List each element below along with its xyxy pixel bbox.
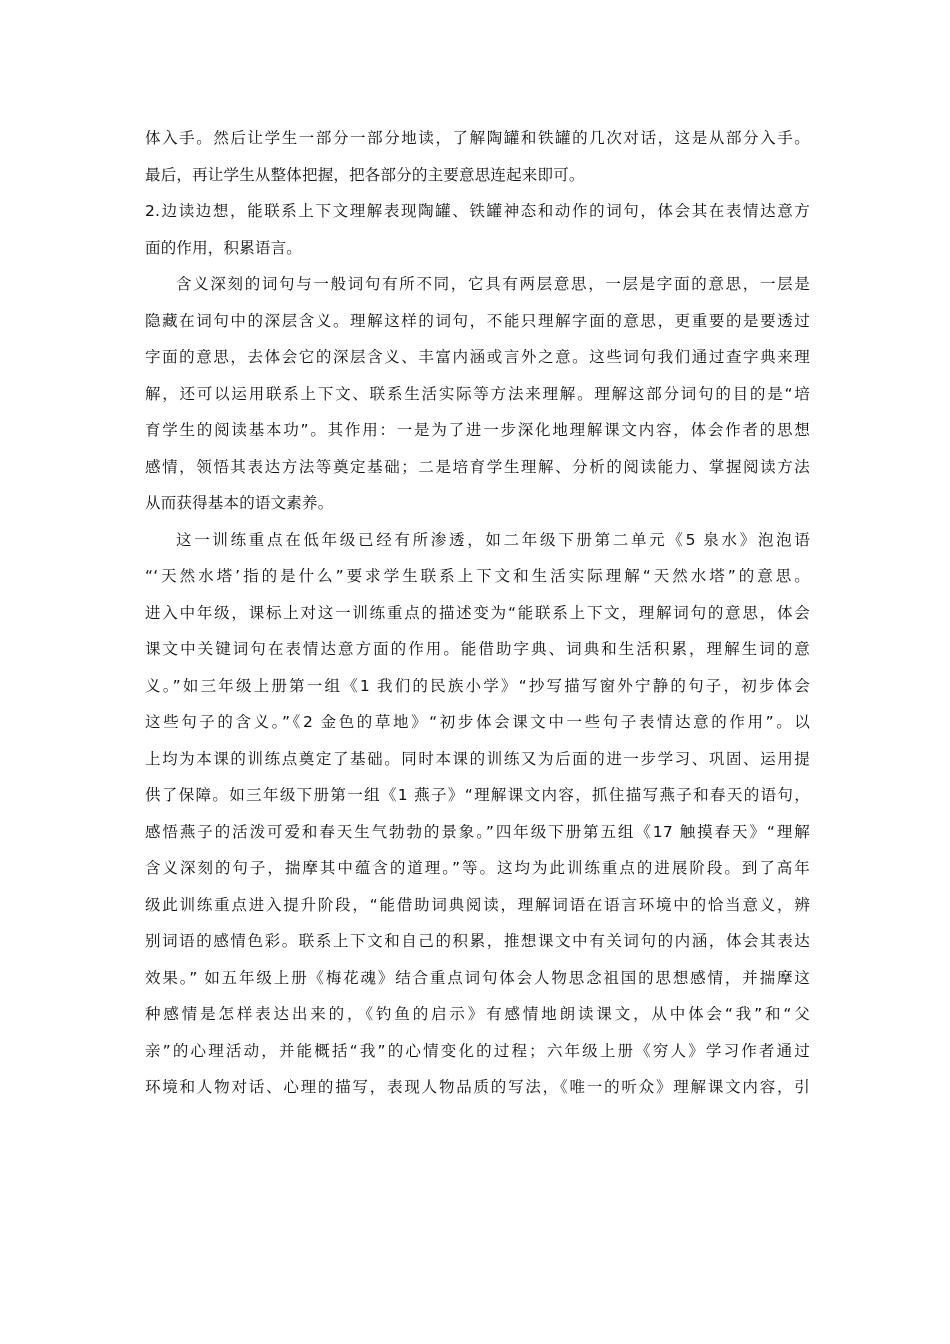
text-line: 从而获得基本的语文素养。 (145, 494, 334, 512)
text-line: 种感情是怎样表达出来的，《钓鱼的启示》有感情地朗读课文，从中体会“我”和“父 (145, 1005, 810, 1023)
text-line: 面的作用，积累语言。 (145, 238, 303, 257)
text-line: 课文中关键词句在表情达意方面的作用。能借助字典、词典和生活积累，理解生词的意 (145, 640, 810, 658)
text-line: 亲”的心理活动，并能概括“我”的心情变化的过程；六年级上册《穷人》学习作者通过 (145, 1041, 810, 1060)
text-line: 育学生的阅读基本功”。其作用：一是为了进一步深化地理解课文内容，体会作者的思想 (145, 421, 810, 439)
text-line: 这些句子的含义。”《2 金色的草地》“初步体会课文中一些句子表情达意的作用”。以 (145, 713, 810, 731)
text-line: 感情，领悟其表达方法等奠定基础；二是培育学生理解、分析的阅读能力、掌握阅读方法 (145, 457, 810, 476)
document-body (145, 120, 810, 1106)
text-line: 效果。” 如五年级上册《梅花魂》结合重点词句体会人物思念祖国的思想感情，并揣摩这 (145, 968, 810, 987)
text-line: 进入中年级，课标上对这一训练重点的描述变为“能联系上下文，理解词句的意思，体会 (145, 603, 810, 622)
text-line: “‘天然水塔’指的是什么”要求学生联系上下文和生活实际理解“天然水塔”的意思。 (145, 567, 810, 585)
text-line: 体入手。然后让学生一部分一部分地读，了解陶罐和铁罐的几次对话，这是从部分入手。 (145, 129, 810, 147)
text-line: 环境和人物对话、心理的描写，表现人物品质的写法，《唯一的听众》理解课文内容，引 (145, 1078, 810, 1096)
text-line: 含义深刻的句子，揣摩其中蕴含的道理。”等。这均为此训练重点的进展阶段。到了高年 (145, 859, 810, 877)
text-line: 上均为本课的训练点奠定了基础。同时本课的训练又为后面的进一步学习、巩固、运用提 (145, 749, 810, 768)
text-line: 义。”如三年级上册第一组《1 我们的民族小学》“抄写描写窗外宁静的句子，初步体会 (145, 676, 810, 695)
text-line: 别词语的感情色彩。联系上下文和自己的积累，推想课文中有关词句的内涵，体会其表达 (145, 932, 810, 950)
text-line: 隐藏在词句中的深层含义。理解这样的词句，不能只理解字面的意思，更重要的是要透过 (145, 311, 810, 330)
text-line: 解，还可以运用联系上下文、联系生活实际等方法来理解。理解这部分词句的目的是“培 (145, 384, 810, 403)
text-line: 最后，再让学生从整体把握，把各部分的主要意思连起来即可。 (145, 165, 585, 184)
text-line: 感悟燕子的活泼可爱和春天生气勃勃的景象。”四年级下册第五组《17 触摸春天》“理解 (145, 822, 810, 841)
text-line: 字面的意思，去体会它的深层含义、丰富内涵或言外之意。这些词句我们通过查字典来理 (145, 348, 810, 366)
text-line: 这一训练重点在低年级已经有所渗透，如二年级下册第二单元《5 泉水》泡泡语 (176, 530, 810, 549)
text-line: 2.边读边想，能联系上下文理解表现陶罐、铁罐神态和动作的词句，体会其在表情达意方 (145, 202, 810, 220)
text-line: 级此训练重点进入提升阶段，“能借助词典阅读，理解词语在语言环境中的恰当意义，辨 (145, 895, 810, 914)
text-line: 含义深刻的词句与一般词句有所不同，它具有两层意思，一层是字面的意思，一层是 (176, 275, 810, 293)
text-line: 供了保障。如三年级下册第一组《1 燕子》“理解课文内容，抓住描写燕子和春天的语句， (145, 786, 810, 804)
